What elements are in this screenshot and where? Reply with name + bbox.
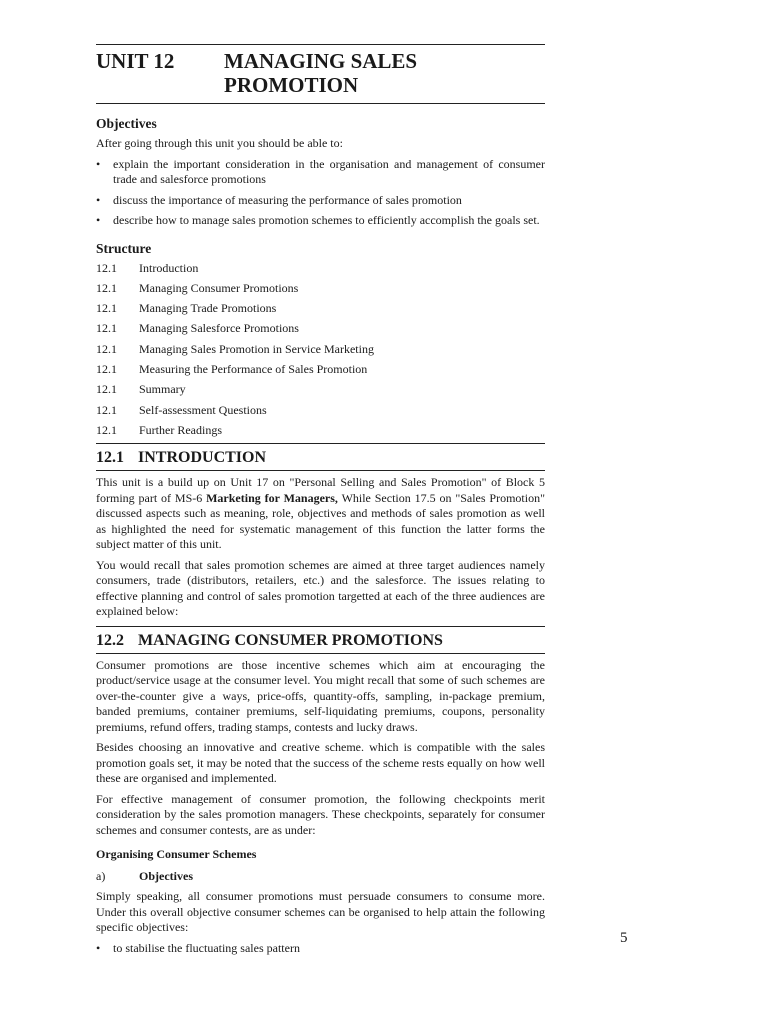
structure-label: Managing Salesforce Promotions [139,321,299,336]
intro-paragraph-1 [96,475,545,553]
structure-number: 12.1 [96,301,117,316]
section-title: INTRODUCTION [138,449,267,467]
unit-title [224,49,417,97]
sub-heading: Organising Consumer Schemes [96,847,257,862]
objectives-intro: After going through this unit you should be able to: [96,136,343,150]
structure-label: Further Readings [139,422,222,437]
section-2-bottom-rule [96,653,545,654]
unit-header [96,45,545,103]
consumer-paragraph-4: Simply speaking, all consumer promotions must persuade consumers to consume more. Under this overall objective consumer schemes can be organised to help attain the following specific objectives: [96,889,545,935]
structure-label: Managing Trade Promotions [139,301,277,316]
list-item [96,423,545,443]
section-1-bottom-rule [96,470,545,471]
section-number: 12.1 [96,449,124,467]
section-1-heading [96,447,545,470]
objective-text: discuss the importance of measuring the performance of sales promotion [113,192,462,207]
list-item [96,403,545,423]
section-2-heading [96,630,545,653]
bullet-icon: • [96,940,101,955]
structure-label: Measuring the Performance of Sales Promotion [139,361,368,376]
bullet-icon: • [96,192,101,207]
list-item [96,301,545,321]
structure-number: 12.1 [96,382,117,397]
document-page [96,44,545,956]
unit-number: UNIT 12 [96,49,175,73]
objectives-list [96,157,545,229]
structure-number: 12.1 [96,321,117,336]
objective-text: describe how to manage sales promotion schemes to efficiently accomplish the goals set. [113,213,540,227]
objectives-subheading [96,869,545,885]
list-item [96,157,545,188]
section-number: 12.2 [96,631,124,649]
item-label: a) [96,868,106,883]
consumer-paragraph-1: Consumer promotions are those incentive schemes which aim at encouraging the product/service usage at the consumer level. You might recall that some of such schemes are over-the-counter give a ways, price-offs, quantity-offs, sampling, in-package premium, banded premiums, container premiums, self-liquidating premiums, coupons, personality premiums, refund offers, trading stamps, contests and lucky draws. [96,657,545,734]
unit-title-line-2: PROMOTION [224,73,359,97]
intro-bold-title: Marketing for Managers, [206,490,338,505]
list-item [96,362,545,382]
structure-label: Managing Consumer Promotions [139,280,299,295]
intro-paragraph-2: You would recall that sales promotion schemes are aimed at three target audiences namely consumers, trade (distributors, retailers, etc.) and the salesforce. The issues relating to effective planning and control of sales promotion targetted at each of the three audiences are explained below: [96,557,545,619]
bullet-icon: • [96,156,101,171]
section-title: MANAGING CONSUMER PROMOTIONS [138,631,443,649]
section-2-top-rule [96,626,545,627]
list-item [96,941,545,957]
unit-title-line-1: MANAGING SALES [224,49,418,73]
list-item [96,193,545,209]
page-number: 5 [620,930,628,946]
list-item [96,261,545,281]
intro-text-start: This unit is a build up on Unit 17 on "Personal Selling and Sales Promotion" of Block 5 forming part of MS-6 [96,475,545,505]
structure-number: 12.1 [96,280,117,295]
bullet-icon: • [96,213,101,227]
structure-number: 12.1 [96,260,117,275]
consumer-paragraph-3: For effective management of consumer promotion, the following checkpoints merit consideration by the sales promotion managers. These checkpoints, separately for consumer schemes and consumer contests, are as under: [96,791,545,837]
structure-label: Managing Sales Promotion in Service Marketing [139,341,374,356]
consumer-paragraph-2: Besides choosing an innovative and creative scheme. which is compatible with the sales promotion goals set, it may be noted that the success of the scheme rests equally on how well these are organised and implemented. [96,740,545,786]
unit-header-rule [96,103,545,104]
list-item [96,281,545,301]
structure-number: 12.1 [96,422,117,437]
objective-bullet-text: to stabilise the fluctuating sales pattern [113,940,300,955]
list-item [96,342,545,362]
list-item [96,213,545,229]
list-item [96,321,545,341]
item-title: Objectives [139,868,193,883]
structure-number: 12.1 [96,341,117,356]
structure-label: Summary [139,382,186,397]
structure-list [96,261,545,444]
structure-number: 12.1 [96,402,117,417]
objective-text: explain the important consideration in the organisation and management of consumer trade and salesforce promotions [113,156,545,186]
structure-label: Self-assessment Questions [139,402,267,417]
structure-heading: Structure [96,240,152,256]
list-item [96,382,545,402]
objectives-heading: Objectives [96,116,157,131]
section-1-top-rule [96,443,545,444]
structure-number: 12.1 [96,361,117,376]
intro-text-end: While Section 17.5 on "Sales Promotion" discussed aspects such as meaning, role, objectives and methods of sales promotion as well as highlighted the need for systematic management of this function the latter forms the subject matter of this unit. [96,490,545,552]
structure-label: Introduction [139,260,199,275]
